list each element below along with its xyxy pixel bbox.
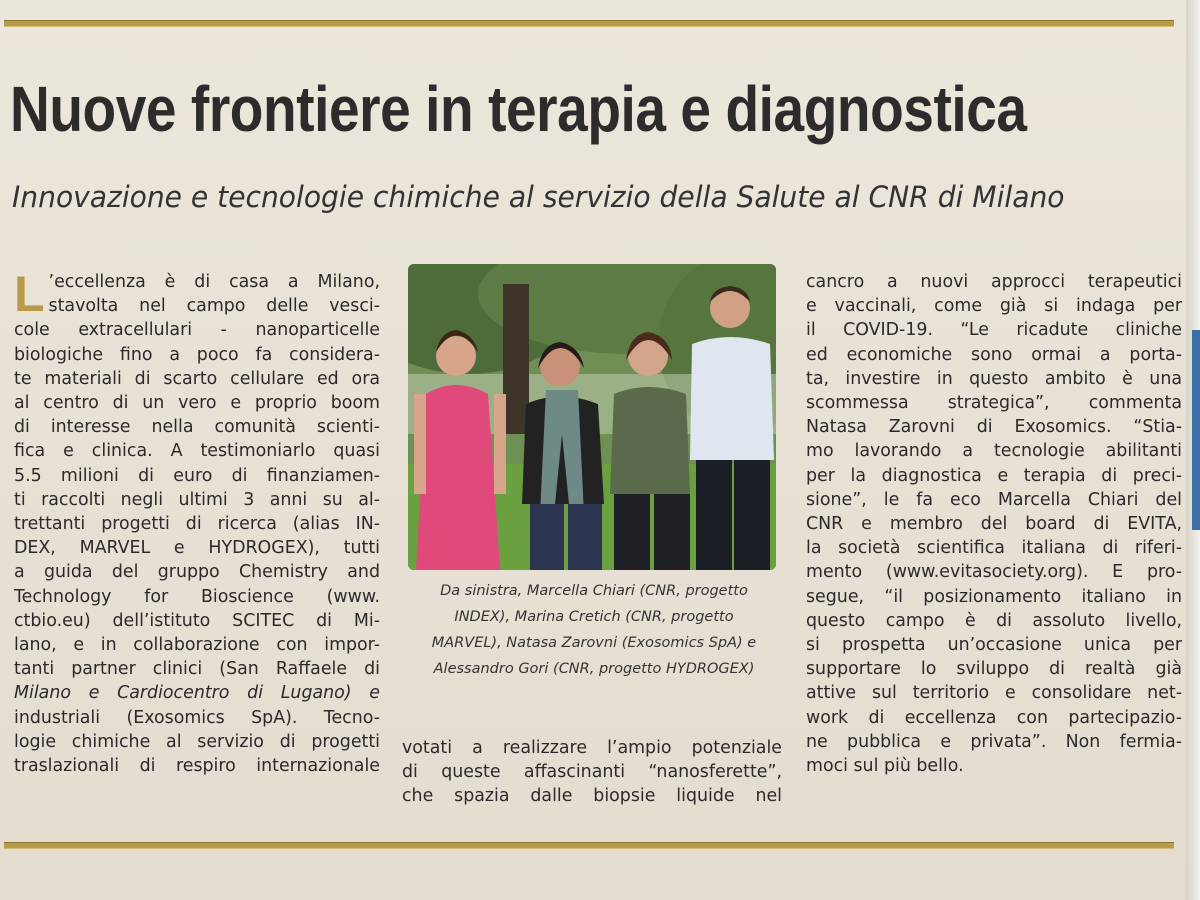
text-line: ne pubblica e privata”. Non fermia- <box>806 731 1182 752</box>
text-line: CNR e membro del board di EVITA, <box>806 514 1182 535</box>
article-column-2 <box>402 736 782 809</box>
text-line: lano, e in collaborazione con impor- <box>14 635 380 656</box>
text-line: work di eccellenza con partecipazio- <box>806 707 1182 728</box>
article-column-1 <box>14 266 380 778</box>
text-line: attive sul territorio e consolidare net- <box>806 683 1182 704</box>
text-line: di interesse nella comunità scienti- <box>14 417 380 438</box>
text-line: stavolta nel campo delle vesci- <box>48 296 380 317</box>
text-line: te materiali di scarto cellulare ed ora <box>14 368 380 389</box>
text-line: mento (www.evitasociety.org). E pro- <box>806 562 1182 583</box>
text-line: al centro di un vero e proprio boom <box>14 393 380 414</box>
text-line: biologiche fino a poco fa considera- <box>14 344 380 365</box>
text-line: scommessa strategica”, commenta <box>806 393 1182 414</box>
text-line: tanti partner clinici (San Raffaele di <box>14 659 380 680</box>
text-line: ed economiche sono ormai a porta- <box>806 344 1182 365</box>
text-line: che spazia dalle biopsie liquide nel <box>402 786 782 807</box>
group-photo <box>408 264 776 570</box>
text-line: Milano e Cardiocentro di Lugano) e <box>14 683 380 704</box>
text-line: questo campo è di assoluto livello, <box>806 610 1182 631</box>
text-line: fica e clinica. A testimoniarlo quasi <box>14 441 380 462</box>
text-line: logie chimiche al servizio di progetti <box>14 731 380 752</box>
caption-line: Da sinistra, Marcella Chiari (CNR, progetto <box>440 583 748 599</box>
text-line: a guida del gruppo Chemistry and <box>14 562 380 583</box>
top-gold-rule <box>4 20 1174 27</box>
text-line: supportare lo sviluppo di realtà già <box>806 659 1182 680</box>
text-line: 5.5 milioni di euro di finanziamen- <box>14 465 380 486</box>
text-line: sione”, le fa eco Marcella Chiari del <box>806 489 1182 510</box>
text-line: ’eccellenza è di casa a Milano, <box>48 272 380 292</box>
text-line: ti raccolti negli ultimi 3 anni su al- <box>14 489 380 510</box>
text-line: si prospetta un’occasione unica per <box>806 635 1182 656</box>
drop-cap: L <box>14 266 45 322</box>
bottom-gold-rule <box>4 842 1174 849</box>
text-line: segue, “il posizionamento italiano in <box>806 586 1182 607</box>
caption-line: MARVEL), Natasa Zarovni (Exosomics SpA) e <box>431 635 757 651</box>
adjacent-page-edge <box>1186 0 1200 900</box>
text-line: per la diagnostica e terapia di preci- <box>806 465 1182 486</box>
text-line: mo lavorando a tecnologie abilitanti <box>806 441 1182 462</box>
caption-line: Alessandro Gori (CNR, progetto HYDROGEX) <box>433 661 755 677</box>
text-line: e vaccinali, come già si indaga per <box>806 296 1182 317</box>
text-line: trettanti progetti di ricerca (alias IN- <box>14 514 380 535</box>
text-line: moci sul più bello. <box>806 756 964 777</box>
caption-line: INDEX), Marina Cretich (CNR, progetto <box>454 609 734 625</box>
text-line: cole extracellulari - nanoparticelle <box>14 320 380 341</box>
text-line: la società scientifica italiana di riferi- <box>806 538 1182 559</box>
article-title: Nuove frontiere in terapia e diagnostica <box>10 73 1027 145</box>
text-line: DEX, MARVEL e HYDROGEX), tutti <box>14 538 380 559</box>
text-line: Technology for Bioscience (www. <box>14 586 380 607</box>
text-line: il COVID-19. “Le ricadute cliniche <box>806 320 1182 341</box>
text-line: industriali (Exosomics SpA). Tecno- <box>14 707 380 728</box>
article-subtitle: Innovazione e tecnologie chimiche al servizio della Salute al CNR di Milano <box>12 180 1065 214</box>
text-line: ta, investire in questo ambito è una <box>806 368 1182 389</box>
text-line: traslazionali di respiro internazionale <box>14 756 380 777</box>
text-line: votati a realizzare l’ampio potenziale <box>402 738 782 758</box>
text-line: cancro a nuovi approcci terapeutici <box>806 272 1182 292</box>
text-line: Natasa Zarovni di Exosomics. “Stia- <box>806 417 1182 438</box>
text-line: di queste affascinanti “nanosferette”, <box>402 762 782 783</box>
article-column-3 <box>806 270 1182 778</box>
photo-caption <box>414 578 774 682</box>
text-line: ctbio.eu) dell’istituto SCITEC di Mi- <box>14 610 380 631</box>
photo-illustration <box>408 264 776 570</box>
